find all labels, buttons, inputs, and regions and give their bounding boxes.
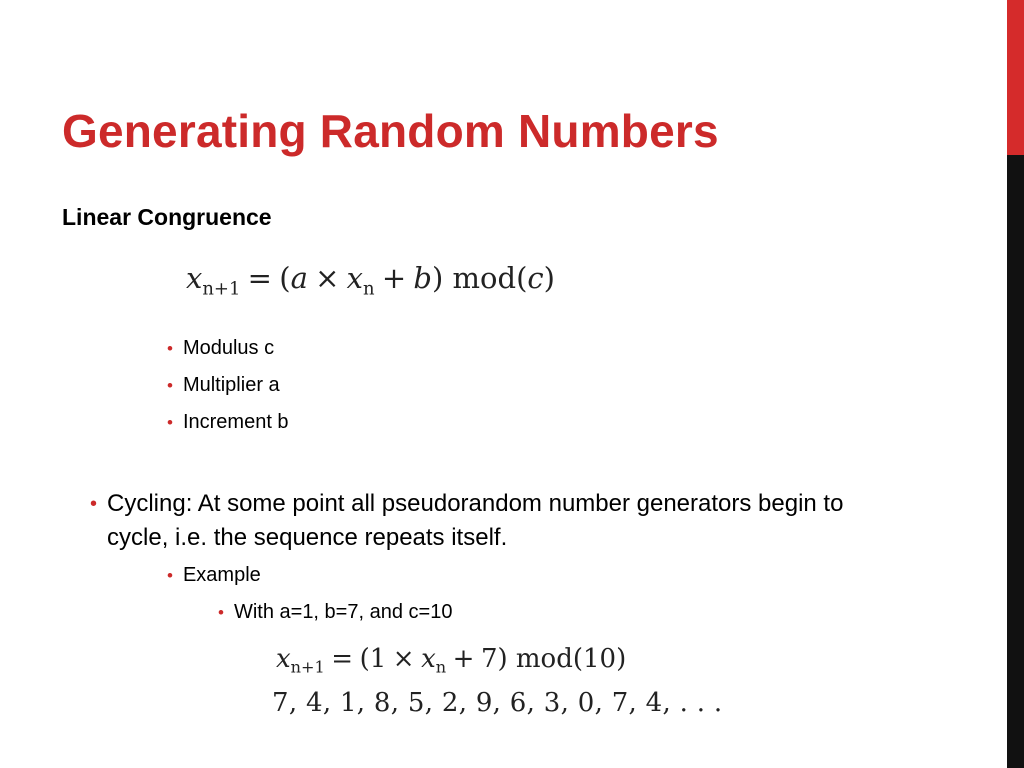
slide-subtitle: Linear Congruence (62, 204, 272, 230)
list-item-label: Modulus c (182, 337, 275, 359)
formula-lhs-sub: n+1 (290, 657, 325, 677)
formula-equals: = (331, 644, 354, 674)
example-formula (276, 644, 627, 677)
list-item-multiplier (167, 374, 280, 397)
formula-mod-close: ) (543, 261, 555, 295)
list-item-label: Multiplier a (182, 374, 280, 396)
bullet-icon: • (167, 376, 173, 395)
formula-x: x (421, 644, 436, 674)
formula-x-sub: n (363, 278, 375, 300)
formula-c: c (527, 261, 544, 295)
formula-close-paren: ) (432, 261, 444, 295)
bullet-icon: • (167, 566, 173, 585)
formula-open-paren: ( (279, 261, 291, 295)
formula-x-sub: n (435, 657, 447, 677)
formula-times: × (315, 261, 340, 295)
formula-rhs-start: (1 (359, 644, 387, 674)
list-item-label: Example (182, 564, 261, 586)
formula-times: × (392, 644, 415, 674)
bullet-icon: • (218, 603, 224, 622)
list-item-label: With a=1, b=7, and c=10 (233, 601, 453, 623)
formula-lhs-sub: n+1 (202, 278, 241, 300)
list-item-cycling (90, 487, 890, 555)
formula-x: x (346, 261, 364, 295)
list-item-example (167, 564, 261, 587)
cycling-text: Cycling: At some point all pseudorandom number generators begin to cycle, i.e. the sequence repeats itself. (107, 490, 844, 551)
bullet-icon: • (167, 339, 173, 358)
lcg-formula (186, 261, 555, 300)
bullet-icon: • (90, 493, 98, 515)
list-item-modulus (167, 337, 274, 360)
list-item-increment (167, 411, 289, 434)
formula-lhs-var: x (276, 644, 291, 674)
formula-a: a (290, 261, 308, 295)
formula-equals: = (247, 261, 272, 295)
list-item-example-values (218, 601, 452, 624)
slide-title: Generating Random Numbers (62, 105, 719, 157)
formula-lhs-var: x (186, 261, 203, 295)
list-item-label: Increment b (182, 411, 289, 433)
formula-rhs-end: 7) mod(10) (480, 644, 627, 674)
example-sequence: 7, 4, 1, 8, 5, 2, 9, 6, 3, 0, 7, 4, . . . (272, 688, 723, 718)
formula-b: b (413, 261, 432, 295)
formula-plus: + (452, 644, 475, 674)
side-accent-bar-dark (1007, 155, 1024, 768)
bullet-icon: • (167, 413, 173, 432)
side-accent-bar-red (1007, 0, 1024, 155)
formula-plus: + (381, 261, 407, 295)
formula-mod: mod( (452, 261, 528, 295)
